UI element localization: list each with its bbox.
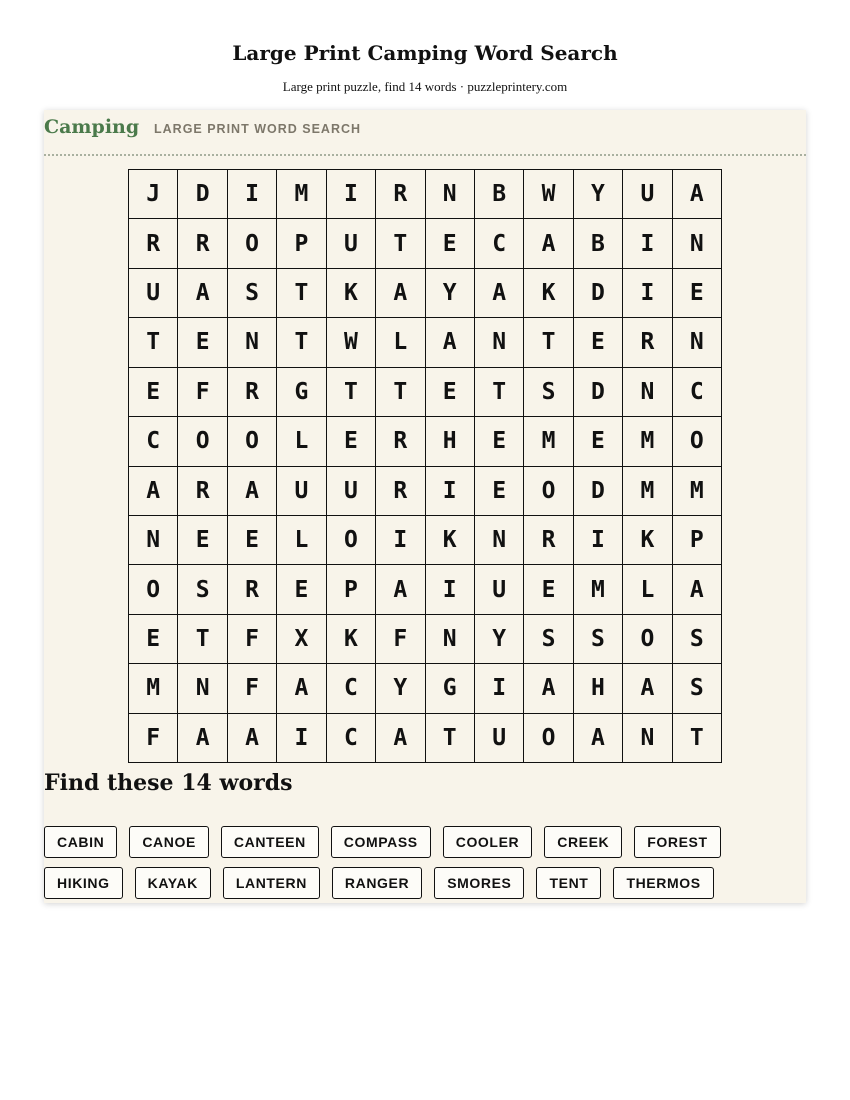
grid-cell[interactable]: W bbox=[524, 170, 573, 219]
grid-cell[interactable]: I bbox=[574, 516, 623, 565]
grid-cell[interactable]: Y bbox=[426, 269, 475, 318]
word-list bbox=[44, 826, 744, 899]
grid-cell[interactable]: U bbox=[277, 467, 326, 516]
page-subtitle: Large print puzzle, find 14 words · puzzleprintery.com bbox=[282, 79, 568, 94]
word-chip[interactable]: THERMOS bbox=[613, 867, 713, 899]
grid-cell[interactable]: A bbox=[475, 269, 524, 318]
grid-cell[interactable]: S bbox=[524, 615, 573, 664]
grid-cell[interactable]: L bbox=[277, 417, 326, 466]
grid-cell[interactable]: K bbox=[623, 516, 672, 565]
word-chip[interactable]: RANGER bbox=[332, 867, 422, 899]
grid-cell[interactable]: G bbox=[277, 368, 326, 417]
grid-cell[interactable]: A bbox=[623, 664, 672, 713]
grid-cell[interactable]: A bbox=[277, 664, 326, 713]
grid-cell[interactable]: K bbox=[327, 615, 376, 664]
grid-cell[interactable]: K bbox=[327, 269, 376, 318]
grid-cell[interactable]: S bbox=[228, 269, 277, 318]
grid-cell[interactable]: N bbox=[475, 318, 524, 367]
grid-cell[interactable]: I bbox=[623, 219, 672, 268]
word-chip[interactable]: KAYAK bbox=[135, 867, 211, 899]
word-chip[interactable]: HIKING bbox=[44, 867, 123, 899]
grid-cell[interactable]: T bbox=[475, 368, 524, 417]
grid-cell[interactable]: A bbox=[524, 664, 573, 713]
grid-cell[interactable]: T bbox=[376, 368, 425, 417]
grid-cell[interactable]: D bbox=[178, 170, 227, 219]
heading-suffix: words bbox=[219, 770, 293, 796]
grid-cell[interactable]: M bbox=[277, 170, 326, 219]
grid-cell[interactable]: T bbox=[426, 714, 475, 763]
grid-cell[interactable]: E bbox=[228, 516, 277, 565]
grid-cell[interactable]: E bbox=[524, 565, 573, 614]
grid-cell[interactable]: R bbox=[228, 368, 277, 417]
grid-cell[interactable]: E bbox=[129, 615, 178, 664]
grid-cell[interactable]: E bbox=[426, 368, 475, 417]
grid-cell[interactable]: E bbox=[475, 467, 524, 516]
word-chip[interactable]: CABIN bbox=[44, 826, 117, 858]
grid-cell[interactable]: S bbox=[524, 368, 573, 417]
grid-cell[interactable]: P bbox=[277, 219, 326, 268]
grid-cell[interactable]: J bbox=[129, 170, 178, 219]
grid-cell[interactable]: D bbox=[574, 467, 623, 516]
grid-cell[interactable]: D bbox=[574, 368, 623, 417]
word-chip[interactable]: CREEK bbox=[544, 826, 622, 858]
grid-cell[interactable]: C bbox=[673, 368, 722, 417]
grid-cell[interactable]: U bbox=[475, 714, 524, 763]
grid-cell[interactable]: A bbox=[178, 714, 227, 763]
grid-cell[interactable]: I bbox=[426, 565, 475, 614]
grid-cell[interactable]: M bbox=[129, 664, 178, 713]
grid-cell[interactable]: L bbox=[623, 565, 672, 614]
grid-cell[interactable]: M bbox=[623, 417, 672, 466]
grid-cell[interactable]: A bbox=[228, 467, 277, 516]
word-count: 14 bbox=[181, 770, 212, 796]
brand-title: Camping bbox=[44, 116, 140, 138]
grid-cell[interactable]: U bbox=[327, 219, 376, 268]
grid-cell[interactable]: A bbox=[673, 565, 722, 614]
grid-cell[interactable]: R bbox=[376, 417, 425, 466]
grid-cell[interactable]: A bbox=[574, 714, 623, 763]
grid-cell[interactable]: R bbox=[524, 516, 573, 565]
grid-cell[interactable]: O bbox=[178, 417, 227, 466]
grid-cell[interactable]: O bbox=[327, 516, 376, 565]
grid-cell[interactable]: S bbox=[574, 615, 623, 664]
grid-cell[interactable]: Y bbox=[475, 615, 524, 664]
word-chip[interactable]: TENT bbox=[536, 867, 601, 899]
grid-cell[interactable]: A bbox=[673, 170, 722, 219]
grid-cell[interactable]: R bbox=[178, 467, 227, 516]
grid-cell[interactable]: E bbox=[277, 565, 326, 614]
grid-cell[interactable]: I bbox=[228, 170, 277, 219]
grid-cell[interactable]: S bbox=[178, 565, 227, 614]
grid-cell[interactable]: T bbox=[673, 714, 722, 763]
grid-cell[interactable]: M bbox=[623, 467, 672, 516]
brand-subtitle: LARGE PRINT WORD SEARCH bbox=[154, 122, 362, 136]
grid-cell[interactable]: R bbox=[178, 219, 227, 268]
grid-cell[interactable]: E bbox=[475, 417, 524, 466]
grid-cell[interactable]: X bbox=[277, 615, 326, 664]
grid-cell[interactable]: P bbox=[327, 565, 376, 614]
grid-cell[interactable]: E bbox=[178, 516, 227, 565]
word-chip[interactable]: COOLER bbox=[443, 826, 533, 858]
grid-cell[interactable]: O bbox=[228, 417, 277, 466]
grid-cell[interactable]: I bbox=[475, 664, 524, 713]
grid-cell[interactable]: M bbox=[574, 565, 623, 614]
grid-cell[interactable]: N bbox=[129, 516, 178, 565]
grid-cell[interactable]: U bbox=[623, 170, 672, 219]
grid-cell[interactable]: N bbox=[673, 219, 722, 268]
grid-cell[interactable]: E bbox=[574, 318, 623, 367]
grid-cell[interactable]: H bbox=[574, 664, 623, 713]
grid-cell[interactable]: G bbox=[426, 664, 475, 713]
grid-cell[interactable]: C bbox=[475, 219, 524, 268]
grid-cell[interactable]: B bbox=[574, 219, 623, 268]
grid-cell[interactable]: O bbox=[524, 714, 573, 763]
grid-cell[interactable]: I bbox=[376, 516, 425, 565]
grid-cell[interactable]: H bbox=[426, 417, 475, 466]
letter-grid bbox=[128, 169, 722, 763]
word-list-heading bbox=[44, 767, 293, 799]
grid-cell[interactable]: C bbox=[327, 714, 376, 763]
grid-cell[interactable]: F bbox=[228, 664, 277, 713]
grid-cell[interactable]: O bbox=[228, 219, 277, 268]
grid-cell[interactable]: N bbox=[228, 318, 277, 367]
grid-cell[interactable]: S bbox=[673, 664, 722, 713]
grid-cell[interactable]: N bbox=[426, 615, 475, 664]
grid-cell[interactable]: T bbox=[277, 269, 326, 318]
grid-cell[interactable]: U bbox=[129, 269, 178, 318]
word-chip[interactable]: LANTERN bbox=[223, 867, 320, 899]
grid-cell[interactable]: S bbox=[673, 615, 722, 664]
grid-cell[interactable]: N bbox=[475, 516, 524, 565]
grid-cell[interactable]: L bbox=[376, 318, 425, 367]
grid-cell[interactable]: O bbox=[673, 417, 722, 466]
grid-cell[interactable]: R bbox=[228, 565, 277, 614]
grid-cell[interactable]: T bbox=[524, 318, 573, 367]
grid-cell[interactable]: P bbox=[673, 516, 722, 565]
grid-cell[interactable]: E bbox=[574, 417, 623, 466]
word-chip[interactable]: CANTEEN bbox=[221, 826, 319, 858]
grid-cell[interactable]: T bbox=[129, 318, 178, 367]
grid-cell[interactable]: D bbox=[574, 269, 623, 318]
grid-cell[interactable]: N bbox=[623, 368, 672, 417]
grid-cell[interactable]: N bbox=[623, 714, 672, 763]
grid-cell[interactable]: T bbox=[178, 615, 227, 664]
grid-cell[interactable]: F bbox=[178, 368, 227, 417]
grid-cell[interactable]: R bbox=[376, 467, 425, 516]
grid-cell[interactable]: K bbox=[524, 269, 573, 318]
grid-cell[interactable]: F bbox=[376, 615, 425, 664]
grid-cell[interactable]: E bbox=[426, 219, 475, 268]
grid-cell[interactable]: M bbox=[673, 467, 722, 516]
grid-cell[interactable]: I bbox=[327, 170, 376, 219]
grid-cell[interactable]: K bbox=[426, 516, 475, 565]
word-chip[interactable]: CANOE bbox=[129, 826, 209, 858]
grid-cell[interactable]: L bbox=[277, 516, 326, 565]
grid-cell[interactable]: T bbox=[327, 368, 376, 417]
word-chip[interactable]: FOREST bbox=[634, 826, 720, 858]
grid-cell[interactable]: N bbox=[178, 664, 227, 713]
grid-cell[interactable]: O bbox=[524, 467, 573, 516]
grid-cell[interactable]: A bbox=[426, 318, 475, 367]
grid-cell[interactable]: N bbox=[673, 318, 722, 367]
puzzle-card bbox=[44, 110, 806, 903]
grid-cell[interactable]: A bbox=[376, 714, 425, 763]
grid-cell[interactable]: R bbox=[129, 219, 178, 268]
heading-prefix: Find these bbox=[44, 770, 174, 796]
grid-cell[interactable]: C bbox=[129, 417, 178, 466]
grid-cell[interactable]: N bbox=[426, 170, 475, 219]
grid-cell[interactable]: E bbox=[178, 318, 227, 367]
word-chip[interactable]: COMPASS bbox=[331, 826, 431, 858]
grid-cell[interactable]: I bbox=[426, 467, 475, 516]
grid-cell[interactable]: E bbox=[129, 368, 178, 417]
grid-cell[interactable]: I bbox=[623, 269, 672, 318]
grid-cell[interactable]: E bbox=[327, 417, 376, 466]
grid-cell[interactable]: Y bbox=[574, 170, 623, 219]
grid-cell[interactable]: A bbox=[376, 565, 425, 614]
grid-cell[interactable]: A bbox=[129, 467, 178, 516]
grid-cell[interactable]: R bbox=[376, 170, 425, 219]
grid-cell[interactable]: A bbox=[524, 219, 573, 268]
grid-cell[interactable]: U bbox=[475, 565, 524, 614]
grid-cell[interactable]: A bbox=[376, 269, 425, 318]
grid-cell[interactable]: I bbox=[277, 714, 326, 763]
grid-cell[interactable]: E bbox=[673, 269, 722, 318]
grid-cell[interactable]: M bbox=[524, 417, 573, 466]
word-chip[interactable]: SMORES bbox=[434, 867, 524, 899]
grid-cell[interactable]: T bbox=[277, 318, 326, 367]
grid-cell[interactable]: F bbox=[228, 615, 277, 664]
card-header bbox=[44, 110, 806, 156]
grid-cell[interactable]: O bbox=[129, 565, 178, 614]
grid-cell[interactable]: T bbox=[376, 219, 425, 268]
grid-cell[interactable]: B bbox=[475, 170, 524, 219]
grid-cell[interactable]: C bbox=[327, 664, 376, 713]
grid-cell[interactable]: O bbox=[623, 615, 672, 664]
grid-cell[interactable]: R bbox=[623, 318, 672, 367]
grid-cell[interactable]: Y bbox=[376, 664, 425, 713]
grid-cell[interactable]: F bbox=[129, 714, 178, 763]
grid-cell[interactable]: W bbox=[327, 318, 376, 367]
page-title: Large Print Camping Word Search bbox=[232, 41, 618, 65]
grid-cell[interactable]: U bbox=[327, 467, 376, 516]
grid-cell[interactable]: A bbox=[178, 269, 227, 318]
grid-cell[interactable]: A bbox=[228, 714, 277, 763]
